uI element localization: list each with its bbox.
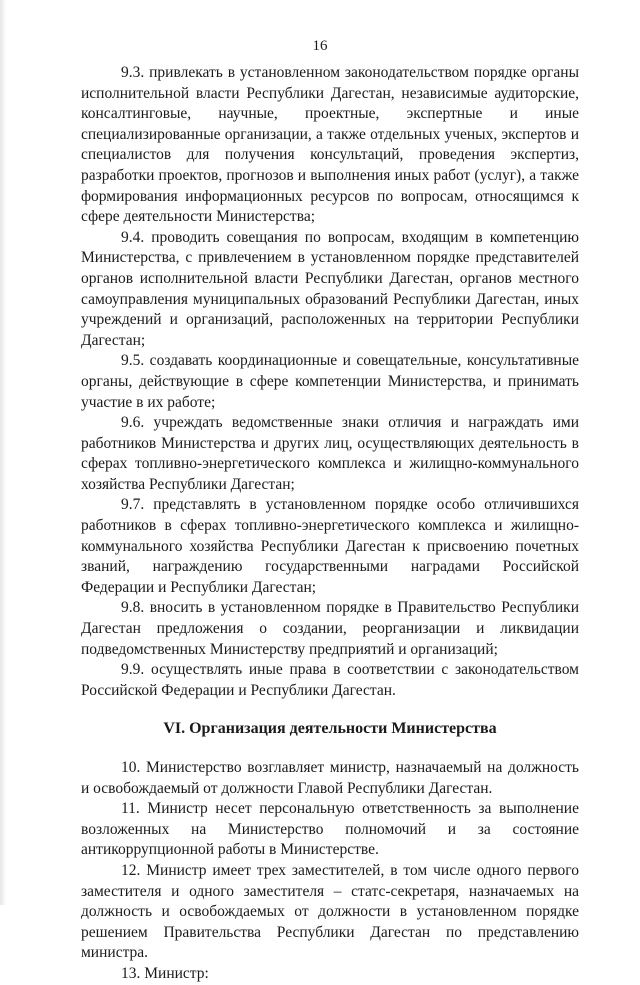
paragraph-9-9: 9.9. осуществлять иные права в соответствии с законодательством Российской Федерации и Республики Дагестан. xyxy=(81,661,579,699)
paragraph-9-7: 9.7. представлять в установленном порядке особо отличившихся работников в сферах топливно-энергетического комплекса и жилищно-коммунального хозяйства Республики Дагестан к присвоению почетных званий, награждению государственными наградами Российской Федерации и Республики Дагестан; xyxy=(81,496,579,596)
paragraph-13: 13. Министр: xyxy=(121,964,209,982)
paragraph-10: 10. Министерство возглавляет министр, назначаемый на должность и освобождаемый от должности Главой Республики Дагестан. xyxy=(81,759,579,797)
paragraph-9-4: 9.4. проводить совещания по вопросам, входящим в компетенцию Министерства, с привлечением в установленном порядке представителей органов исполнительной власти Республики Дагестан, органов местного самоуправления муниципальных образований Республики Дагестан, иных учреждений и организаций, расположенных на территории Республики Дагестан; xyxy=(81,228,579,349)
section-heading: VI. Организация деятельности Министерства xyxy=(163,720,497,738)
paragraph-9-6: 9.6. учреждать ведомственные знаки отличия и награждать ими работников Министерства и других лиц, осуществляющих деятельность в сферах топливно-энергетического комплекса и жилищно-коммунального хозяйства Республики Дагестан; xyxy=(81,414,579,493)
paragraph-11: 11. Министр несет персональную ответственность за выполнение возложенных на Министерство полномочий и за состояние антикоррупционной работы в Министерстве. xyxy=(81,800,579,859)
paragraph-9-3: 9.3. привлекать в установленном законодательством порядке органы исполнительной власти Республики Дагестан, независимые аудиторские, консалтинговые, научные, проектные, экспертные и иные специализированные организации, а также отдельных ученых, экспертов и специалистов для получения консультаций, проведения экспертиз, разработки проектов, прогнозов и выполнения иных работ (услуг), а также формирования информационных ресурсов по вопросам, относящимся к сфере деятельности Министерства; xyxy=(81,64,579,226)
paragraph-9-8: 9.8. вносить в установленном порядке в Правительство Республики Дагестан предложения о создании, реорганизации и ликвидации подведомственных Министерству предприятий и организаций; xyxy=(81,599,579,658)
page-number: 16 xyxy=(312,38,328,54)
scan-edge-shadow xyxy=(0,0,6,905)
paragraph-12: 12. Министр имеет трех заместителей, в том числе одного первого заместителя и одного заместителя – статс-секретаря, назначаемых на должность и освобождаемых от должности в установленном порядке решением Правительства Республики Дагестан по представлению министра. xyxy=(81,861,579,962)
paragraph-9-5: 9.5. создавать координационные и совещательные, консультативные органы, действующие в сфере компетенции Министерства, и принимать участие в их работе; xyxy=(81,352,579,411)
document-body xyxy=(81,63,579,985)
